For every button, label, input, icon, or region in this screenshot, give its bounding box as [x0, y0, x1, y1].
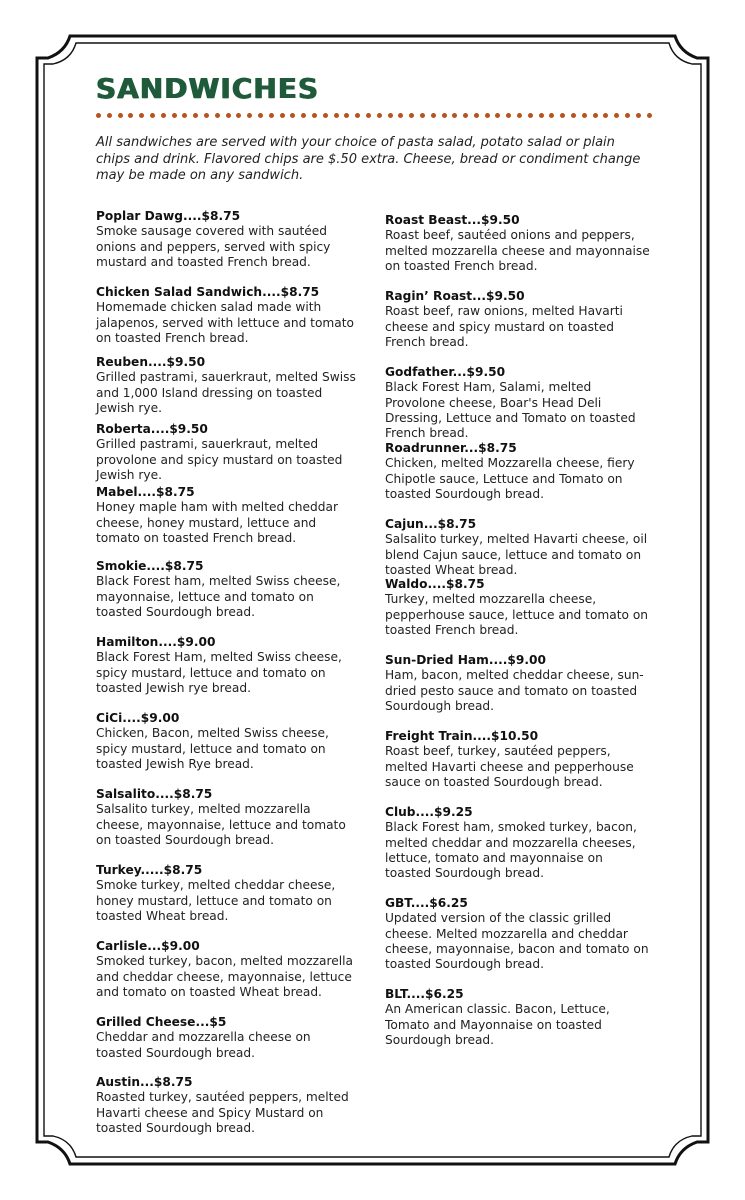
- divider-dot: [344, 113, 349, 118]
- divider-dot: [517, 113, 522, 118]
- divider-dot: [280, 113, 285, 118]
- menu-item: [385, 365, 650, 441]
- menu-item: [385, 441, 650, 502]
- divider-dot: [269, 113, 274, 118]
- divider-dot: [161, 113, 166, 118]
- menu-item-description: Smoked turkey, bacon, melted mozzarella and cheddar cheese, mayonnaise, lettuce and tomato on toasted Wheat bread.: [96, 954, 353, 999]
- menu-item-description: Grilled pastrami, sauerkraut, melted Swiss and 1,000 Island dressing on toasted Jewish rye.: [96, 370, 356, 415]
- menu-item-description: Updated version of the classic grilled cheese. Melted mozzarella and cheddar cheese, mayonnaise, bacon and tomato on toasted Sourdough bread.: [385, 911, 649, 972]
- menu-item: [96, 559, 358, 620]
- menu-item: [96, 422, 358, 483]
- menu-item: [385, 896, 650, 972]
- menu-item-name: Austin...$8.75: [96, 1075, 193, 1089]
- menu-item-description: Chicken, melted Mozzarella cheese, fiery Chipotle sauce, Lettuce and Tomato on toasted Sourdough bread.: [385, 456, 635, 501]
- menu-item: [385, 805, 650, 881]
- menu-item-name: Turkey.....$8.75: [96, 863, 203, 877]
- divider-dot: [420, 113, 425, 118]
- menu-item-name: Mabel....$8.75: [96, 485, 195, 499]
- menu-item-description: Black Forest Ham, melted Swiss cheese, spicy mustard, lettuce and tomato on toasted Jewish rye bread.: [96, 650, 342, 695]
- menu-item-name: GBT....$6.25: [385, 896, 468, 910]
- menu-item-name: Roadrunner...$8.75: [385, 441, 517, 455]
- divider-dot: [625, 113, 630, 118]
- divider-dot: [258, 113, 263, 118]
- divider-dot: [312, 113, 317, 118]
- menu-item: [385, 729, 650, 790]
- divider-dot: [398, 113, 403, 118]
- menu-item-name: Poplar Dawg....$8.75: [96, 209, 241, 223]
- menu-item-description: An American classic. Bacon, Lettuce, Tomato and Mayonnaise on toasted Sourdough bread.: [385, 1002, 610, 1047]
- divider-dot: [96, 113, 101, 118]
- menu-item-description: Honey maple ham with melted cheddar cheese, honey mustard, lettuce and tomato on toasted French bread.: [96, 500, 338, 545]
- divider-dot: [118, 113, 123, 118]
- menu-item-name: Ragin’ Roast...$9.50: [385, 289, 525, 303]
- menu-item-name: Roberta....$9.50: [96, 422, 208, 436]
- dotted-divider: [96, 112, 652, 118]
- divider-dot: [323, 113, 328, 118]
- menu-item-name: Reuben....$9.50: [96, 355, 206, 369]
- divider-dot: [366, 113, 371, 118]
- menu-item: [385, 577, 650, 638]
- menu-item: [96, 787, 358, 848]
- divider-dot: [193, 113, 198, 118]
- menu-item-description: Smoke turkey, melted cheddar cheese, honey mustard, lettuce and tomato on toasted Wheat bread.: [96, 878, 336, 923]
- menu-item: [96, 285, 358, 346]
- menu-item: [385, 653, 650, 714]
- divider-dot: [495, 113, 500, 118]
- divider-dot: [226, 113, 231, 118]
- divider-dot: [236, 113, 241, 118]
- divider-dot: [377, 113, 382, 118]
- divider-dot: [528, 113, 533, 118]
- divider-dot: [474, 113, 479, 118]
- divider-dot: [463, 113, 468, 118]
- menu-item-name: Chicken Salad Sandwich....$8.75: [96, 285, 320, 299]
- menu-item: [96, 1015, 358, 1061]
- menu-item-description: Roast beef, turkey, sautéed peppers, melted Havarti cheese and pepperhouse sauce on toasted Sourdough bread.: [385, 744, 634, 789]
- menu-item-description: Black Forest ham, smoked turkey, bacon, melted cheddar and mozzarella cheeses, lettuce, tomato and mayonnaise on toasted Sourdough bread.: [385, 820, 637, 881]
- section-intro: All sandwiches are served with your choice of pasta salad, potato salad or plain chips and drink. Flavored chips are $.50 extra. Cheese, bread or condiment change may be made on any sandwich.: [96, 135, 641, 184]
- menu-item-name: CiCi....$9.00: [96, 711, 180, 725]
- divider-dot: [150, 113, 155, 118]
- menu-item: [385, 517, 650, 578]
- menu-item: [96, 939, 358, 1000]
- divider-dot: [582, 113, 587, 118]
- menu-item: [96, 1075, 358, 1136]
- menu-item: [96, 711, 358, 772]
- menu-item-name: BLT....$6.25: [385, 987, 464, 1001]
- divider-dot: [334, 113, 339, 118]
- menu-item-description: Roast beef, sautéed onions and peppers, melted mozzarella cheese and mayonnaise on toasted French bread.: [385, 228, 650, 273]
- menu-item-description: Salsalito turkey, melted Havarti cheese, oil blend Cajun sauce, lettuce and tomato on toasted Wheat bread.: [385, 532, 648, 577]
- divider-dot: [172, 113, 177, 118]
- divider-dot: [204, 113, 209, 118]
- divider-dot: [431, 113, 436, 118]
- menu-item-name: Club....$9.25: [385, 805, 473, 819]
- divider-dot: [247, 113, 252, 118]
- menu-item-description: Grilled pastrami, sauerkraut, melted provolone and spicy mustard on toasted Jewish rye.: [96, 437, 343, 482]
- divider-dot: [107, 113, 112, 118]
- divider-dot: [603, 113, 608, 118]
- menu-item-name: Freight Train....$10.50: [385, 729, 539, 743]
- menu-item-description: Black Forest Ham, Salami, melted Provolone cheese, Boar's Head Deli Dressing, Lettuce and Tomato on toasted French bread.: [385, 380, 636, 441]
- menu-item-name: Waldo....$8.75: [385, 577, 485, 591]
- menu-item: [385, 987, 650, 1048]
- menu-item: [96, 485, 358, 546]
- divider-dot: [139, 113, 144, 118]
- divider-dot: [614, 113, 619, 118]
- menu-item-description: Ham, bacon, melted cheddar cheese, sun-dried pesto sauce and tomato on toasted Sourdough bread.: [385, 668, 644, 713]
- menu-item: [385, 213, 650, 274]
- menu-item-name: Salsalito....$8.75: [96, 787, 213, 801]
- divider-dot: [409, 113, 414, 118]
- menu-item-name: Cajun...$8.75: [385, 517, 477, 531]
- menu-item-name: Godfather...$9.50: [385, 365, 506, 379]
- menu-item-description: Cheddar and mozzarella cheese on toasted Sourdough bread.: [96, 1030, 311, 1060]
- menu-item-name: Grilled Cheese...$5: [96, 1015, 227, 1029]
- menu-item-description: Salsalito turkey, melted mozzarella cheese, mayonnaise, lettuce and tomato on toasted Sourdough bread.: [96, 802, 346, 847]
- divider-dot: [128, 113, 133, 118]
- menu-item-description: Turkey, melted mozzarella cheese, pepperhouse sauce, lettuce and tomato on toasted French bread.: [385, 592, 649, 637]
- menu-item-name: Carlisle...$9.00: [96, 939, 200, 953]
- menu-item-description: Smoke sausage covered with sautéed onions and peppers, served with spicy mustard and toasted French bread.: [96, 224, 331, 269]
- divider-dot: [388, 113, 393, 118]
- divider-dot: [560, 113, 565, 118]
- divider-dot: [571, 113, 576, 118]
- divider-dot: [301, 113, 306, 118]
- menu-item: [96, 355, 358, 416]
- menu-item-description: Roasted turkey, sautéed peppers, melted Havarti cheese and Spicy Mustard on toasted Sourdough bread.: [96, 1090, 349, 1135]
- menu-item: [96, 635, 358, 696]
- divider-dot: [485, 113, 490, 118]
- divider-dot: [636, 113, 641, 118]
- divider-dot: [182, 113, 187, 118]
- divider-dot: [290, 113, 295, 118]
- menu-item: [96, 209, 358, 270]
- menu-item-name: Sun-Dried Ham....$9.00: [385, 653, 546, 667]
- divider-dot: [355, 113, 360, 118]
- divider-dot: [593, 113, 598, 118]
- menu-item-description: Chicken, Bacon, melted Swiss cheese, spicy mustard, lettuce and tomato on toasted Jewish Rye bread.: [96, 726, 329, 771]
- section-title: SANDWICHES: [96, 72, 320, 105]
- menu-item-name: Hamilton....$9.00: [96, 635, 216, 649]
- menu-item-name: Roast Beast...$9.50: [385, 213, 520, 227]
- divider-dot: [442, 113, 447, 118]
- divider-dot: [549, 113, 554, 118]
- divider-dot: [506, 113, 511, 118]
- menu-item-description: Homemade chicken salad made with jalapenos, served with lettuce and tomato on toasted French bread.: [96, 300, 354, 345]
- divider-dot: [215, 113, 220, 118]
- menu-item-description: Black Forest ham, melted Swiss cheese, mayonnaise, lettuce and tomato on toasted Sourdough bread.: [96, 574, 341, 619]
- menu-item-name: Smokie....$8.75: [96, 559, 204, 573]
- menu-item: [385, 289, 650, 350]
- menu-item-description: Roast beef, raw onions, melted Havarti cheese and spicy mustard on toasted French bread.: [385, 304, 623, 349]
- menu-item: [96, 863, 358, 924]
- divider-dot: [452, 113, 457, 118]
- divider-dot: [539, 113, 544, 118]
- divider-dot: [647, 113, 652, 118]
